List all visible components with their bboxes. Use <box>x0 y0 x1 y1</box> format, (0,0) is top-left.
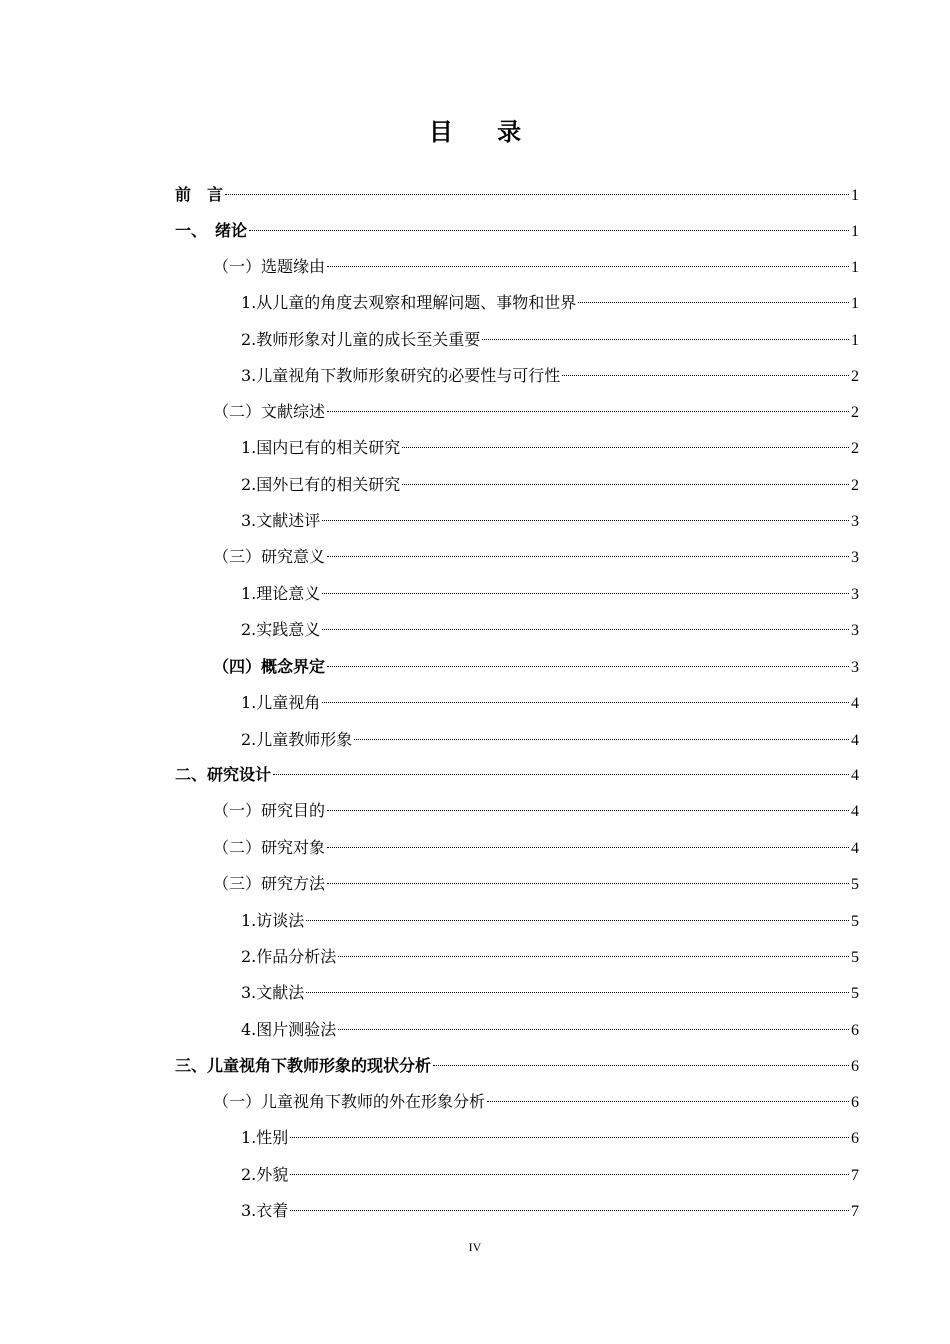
toc-entry[interactable] <box>213 830 859 866</box>
footer-page-number: IV <box>468 1240 482 1254</box>
toc-entry-label: （一）研究目的 <box>213 801 326 820</box>
toc-entry-label: （二）文献综述 <box>213 402 326 421</box>
toc-entry[interactable] <box>241 1120 859 1156</box>
toc-entry-label: （三）研究方法 <box>213 874 326 893</box>
leader-dots <box>249 230 849 231</box>
toc-entry[interactable] <box>241 939 859 975</box>
leader-dots <box>290 1210 849 1211</box>
leader-dots <box>402 484 849 485</box>
leader-dots <box>562 375 849 376</box>
leader-dots <box>327 556 849 557</box>
toc-entry[interactable] <box>213 649 859 685</box>
toc-entry[interactable] <box>175 213 859 249</box>
leader-dots <box>306 920 849 921</box>
toc-entry-page: 2 <box>851 404 859 421</box>
toc-entry[interactable] <box>241 1157 859 1193</box>
toc-entry-page: 2 <box>851 440 859 457</box>
toc-entry[interactable] <box>241 1012 859 1048</box>
toc-entry[interactable] <box>241 430 859 466</box>
toc-entry-label: 1.儿童视角 <box>241 693 321 712</box>
leader-dots <box>402 447 849 448</box>
leader-dots <box>327 266 849 267</box>
page-title: 目 录 <box>428 118 540 146</box>
toc-entry-label: 2.儿童教师形象 <box>241 730 353 749</box>
toc-entry-page: 5 <box>851 913 859 930</box>
toc-entry[interactable] <box>213 394 859 430</box>
toc-entry-label: 2.外貌 <box>241 1165 289 1184</box>
toc-entry-page: 6 <box>851 1094 859 1111</box>
toc-entry-label: （三）研究意义 <box>213 547 326 566</box>
leader-dots <box>354 739 849 740</box>
toc-entry[interactable] <box>175 177 859 213</box>
toc-entry-label: 2.教师形象对儿童的成长至关重要 <box>241 330 481 349</box>
toc-entry[interactable] <box>241 285 859 321</box>
toc-entry-page: 1 <box>851 332 859 349</box>
toc-entry-label: 2.实践意义 <box>241 620 321 639</box>
toc-entry[interactable] <box>241 722 859 758</box>
toc-entry[interactable] <box>213 249 859 285</box>
toc-entry-page: 1 <box>851 223 859 240</box>
toc-entry-page: 7 <box>851 1167 859 1184</box>
leader-dots <box>322 629 849 630</box>
toc-entry-page: 2 <box>851 477 859 494</box>
toc-entry-page: 3 <box>851 659 859 676</box>
toc-entry-page: 3 <box>851 549 859 566</box>
toc-entry-label: （一）选题缘由 <box>213 257 326 276</box>
leader-dots <box>433 1065 849 1066</box>
toc-entry[interactable] <box>213 539 859 575</box>
toc-entry-page: 7 <box>851 1203 859 1220</box>
toc-entry[interactable] <box>241 903 859 939</box>
leader-dots <box>327 883 849 884</box>
toc-entry-label: 3.文献法 <box>241 983 305 1002</box>
toc-entry-page: 4 <box>851 803 859 820</box>
toc-entry[interactable] <box>213 793 859 829</box>
toc-entry[interactable] <box>241 685 859 721</box>
toc-entry-page: 5 <box>851 985 859 1002</box>
toc-entry[interactable] <box>175 757 859 793</box>
toc-entry[interactable] <box>241 975 859 1011</box>
toc-entry-label: 前 言 <box>175 185 224 204</box>
toc-entry-label: 三、儿童视角下教师形象的现状分析 <box>175 1056 432 1075</box>
leader-dots <box>327 847 849 848</box>
toc-entry-label: 二、研究设计 <box>175 765 272 784</box>
toc-entry-page: 2 <box>851 368 859 385</box>
toc-entry-label: 3.文献述评 <box>241 511 321 530</box>
leader-dots <box>290 1174 849 1175</box>
toc-entry-page: 4 <box>851 767 859 784</box>
toc-entry-page: 1 <box>851 295 859 312</box>
leader-dots <box>338 956 849 957</box>
leader-dots <box>322 702 849 703</box>
toc-entry-label: 1.性别 <box>241 1128 289 1147</box>
leader-dots <box>482 339 849 340</box>
toc-entry-page: 1 <box>851 259 859 276</box>
toc-entry-page: 6 <box>851 1022 859 1039</box>
leader-dots <box>487 1101 849 1102</box>
toc-entry-label: （二）研究对象 <box>213 838 326 857</box>
toc-entry[interactable] <box>213 866 859 902</box>
toc-entry-page: 6 <box>851 1130 859 1147</box>
leader-dots <box>322 593 849 594</box>
toc-entry-label: 4.图片测验法 <box>241 1020 337 1039</box>
toc-entry-label: 3.衣着 <box>241 1201 289 1220</box>
toc-entry-page: 6 <box>851 1058 859 1075</box>
leader-dots <box>273 774 849 775</box>
toc-entry-label: 一、 绪论 <box>175 221 248 240</box>
toc-entry-page: 3 <box>851 586 859 603</box>
leader-dots <box>306 992 849 993</box>
toc-entry-page: 3 <box>851 622 859 639</box>
toc-entry-page: 4 <box>851 732 859 749</box>
leader-dots <box>327 666 849 667</box>
leader-dots <box>338 1029 849 1030</box>
toc-entry-label: （一）儿童视角下教师的外在形象分析 <box>213 1092 486 1111</box>
toc-entry-label: 3.儿童视角下教师形象研究的必要性与可行性 <box>241 366 561 385</box>
leader-dots <box>322 520 849 521</box>
toc-entry[interactable] <box>213 1084 859 1120</box>
leader-dots <box>225 194 849 195</box>
toc-entry-label: 1.访谈法 <box>241 911 305 930</box>
toc-entry-label: 1.从儿童的角度去观察和理解问题、事物和世界 <box>241 293 577 312</box>
toc-entry-page: 4 <box>851 840 859 857</box>
toc-entry[interactable] <box>241 1193 859 1229</box>
leader-dots <box>327 810 849 811</box>
toc-entry[interactable] <box>241 467 859 503</box>
toc-entry-page: 5 <box>851 949 859 966</box>
toc-entry[interactable] <box>175 1048 859 1084</box>
leader-dots <box>290 1137 849 1138</box>
toc-entry-label: 1.国内已有的相关研究 <box>241 438 401 457</box>
toc-entry[interactable] <box>241 358 859 394</box>
toc-entry-label: 1.理论意义 <box>241 584 321 603</box>
leader-dots <box>578 302 849 303</box>
toc-entry[interactable] <box>241 503 859 539</box>
toc-entry-page: 4 <box>851 695 859 712</box>
toc-entry-label: （四）概念界定 <box>213 657 326 676</box>
toc-entry-label: 2.作品分析法 <box>241 947 337 966</box>
toc-entry[interactable] <box>241 612 859 648</box>
toc-entry-page: 3 <box>851 513 859 530</box>
toc-entry-label: 2.国外已有的相关研究 <box>241 475 401 494</box>
toc-entry-page: 5 <box>851 876 859 893</box>
leader-dots <box>327 411 849 412</box>
toc-entry-page: 1 <box>851 187 859 204</box>
toc-entry[interactable] <box>241 576 859 612</box>
toc-entry[interactable] <box>241 322 859 358</box>
